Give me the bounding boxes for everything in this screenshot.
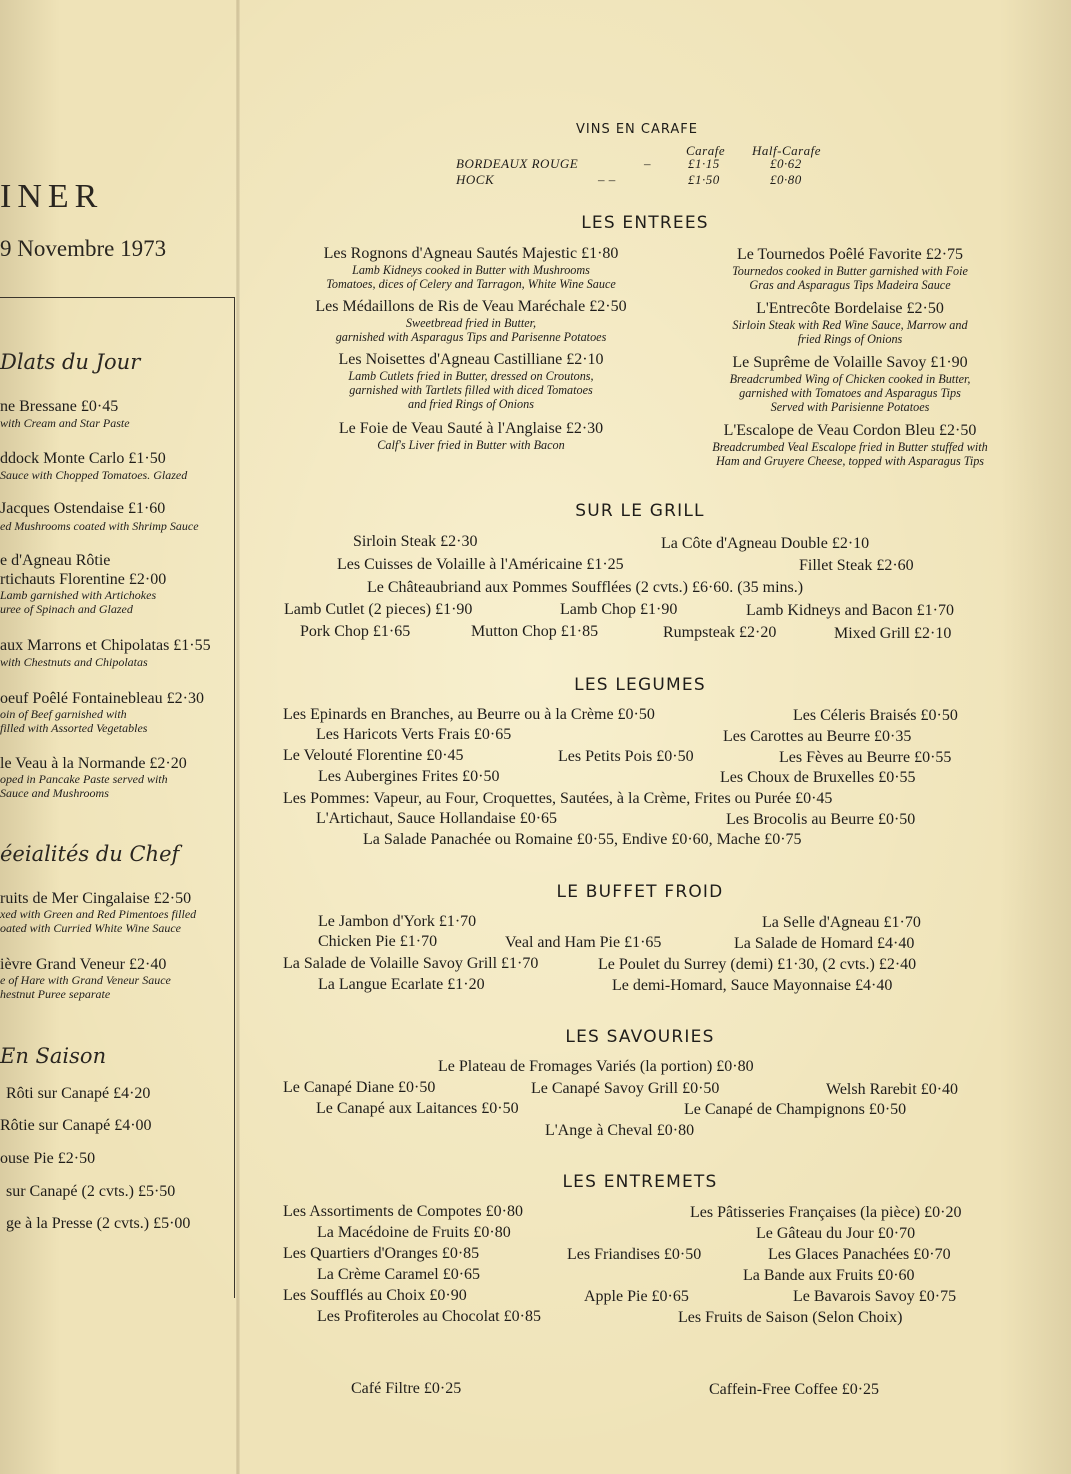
chef-desc: e of Hare with Grand Veneur Sauce [0,973,171,987]
grill-item: Rumpsteak £2·20 [663,624,777,641]
plat-desc: ed Mushrooms coated with Shrimp Sauce [0,519,199,533]
entree-desc: Served with Parisienne Potatoes [770,400,930,414]
page-fold [236,0,240,1474]
chef-desc: oated with Curried White Wine Sauce [0,921,181,935]
menu-title: INER [0,178,104,215]
grill-item: La Côte d'Agneau Double £2·10 [661,535,870,552]
grill-item: Lamb Chop £1·90 [560,601,678,618]
savoury-item: Welsh Rarebit £0·40 [826,1081,959,1098]
legume-item: Les Pommes: Vapeur, au Four, Croquettes, Sautées, à la Crème, Frites ou Purée £0·45 [283,790,833,807]
wine-carafe-price: £1·50 [688,172,720,187]
specialites-heading: éeialités du Chef [0,842,180,866]
entremet-item: Les Glaces Panachées £0·70 [768,1246,951,1263]
buffet-item: Le Poulet du Surrey (demi) £1·30, (2 cvts.) £2·40 [598,956,917,973]
wine-dash: – [644,156,651,171]
buffet-item: Chicken Pie £1·70 [318,933,438,950]
entremet-item: Les Quartiers d'Oranges £0·85 [283,1245,480,1262]
grill-item: Mutton Chop £1·85 [471,623,599,640]
plat-desc: Sauce and Mushrooms [0,786,109,800]
plat-item: e d'Agneau Rôtie [0,552,111,569]
entree-desc: Tournedos cooked in Butter garnished with Foie [732,264,968,278]
grill-item: Pork Chop £1·65 [300,623,411,640]
entree-name: Les Rognons d'Agneau Sautés Majestic £1·80 [323,245,619,262]
entree-desc: Breadcrumbed Wing of Chicken cooked in Butter, [729,372,971,386]
entremet-item: Les Soufflés au Choix £0·90 [283,1287,467,1304]
savoury-item: Le Canapé de Champignons £0·50 [684,1101,907,1118]
plat-desc: Lamb garnished with Artichokes [0,588,157,602]
buffet-item: La Langue Ecarlate £1·20 [318,976,485,993]
entree-desc: Lamb Cutlets fried in Butter, dressed on Croutons, [348,369,594,383]
entree-item [680,246,1020,292]
entree-name: Le Suprême de Volaille Savoy £1·90 [732,354,968,371]
entree-desc: Sirloin Steak with Red Wine Sauce, Marrow and [732,318,968,332]
legume-item: Les Choux de Bruxelles £0·55 [720,769,916,786]
entree-item [680,300,1020,346]
left-panel [0,0,240,1474]
legume-item: L'Artichaut, Sauce Hollandaise £0·65 [316,810,558,827]
entree-desc: Breadcrumbed Veal Escalope fried in Butter stuffed with [712,440,988,454]
buffet-item: La Salade de Homard £4·40 [734,935,915,952]
entree-item [266,420,676,452]
savoury-item: L'Ange à Cheval £0·80 [545,1122,695,1139]
grill-item: Lamb Kidneys and Bacon £1·70 [746,602,954,619]
legume-item: Les Fèves au Beurre £0·55 [779,749,952,766]
menu-date: 9 Novembre 1973 [0,236,167,261]
savoury-item: Le Canapé aux Laitances £0·50 [316,1100,519,1117]
buffet-item: La Selle d'Agneau £1·70 [762,914,921,931]
plat-desc: filled with Assorted Vegetables [0,721,148,735]
entremet-item: Les Friandises £0·50 [567,1246,702,1263]
entree-desc: Ham and Gruyere Cheese, topped with Asparagus Tips [715,454,985,468]
entremet-item: Les Fruits de Saison (Selon Choix) [678,1309,903,1326]
entremet-item: Les Pâtisseries Françaises (la pièce) £0·20 [690,1204,962,1221]
plat-desc: Sauce with Chopped Tomatoes. Glazed [0,468,188,482]
wine-heading: VINS EN CARAFE [576,122,698,137]
entree-item [266,351,676,411]
plat-item: rtichauts Florentine £2·00 [0,571,167,588]
legume-item: Les Petits Pois £0·50 [558,748,694,765]
legume-item: Les Céleris Braisés £0·50 [793,707,958,724]
entrees-heading: LES ENTREES [581,213,709,233]
wine-col-carafe: Carafe [686,143,726,158]
entree-name: Le Tournedos Poêlé Favorite £2·75 [736,246,964,263]
buffet-item: Le demi-Homard, Sauce Mayonnaise £4·40 [612,977,893,994]
entree-name: L'Entrecôte Bordelaise £2·50 [756,300,944,317]
chef-item: ièvre Grand Veneur £2·40 [0,956,167,973]
wine-half-price: £0·62 [770,156,802,171]
entree-name: Le Foie de Veau Sauté à l'Anglaise £2·30 [338,420,604,437]
entremet-item: Les Assortiments de Compotes £0·80 [283,1203,523,1220]
entree-item [680,422,1020,468]
plat-desc: oped in Pancake Paste served with [0,772,168,786]
legume-item: Les Haricots Verts Frais £0·65 [316,726,512,743]
plat-desc: with Cream and Star Paste [0,416,130,430]
entremet-item: Les Profiteroles au Chocolat £0·85 [317,1308,541,1325]
entree-desc: Calf's Liver fried in Butter with Bacon [377,438,565,452]
plat-item: oeuf Poêlé Fontainebleau £2·30 [0,690,204,707]
saison-item: Rôti sur Canapé £4·20 [6,1085,151,1102]
entree-desc: Sweetbread fried in Butter, [405,316,537,330]
entremet-item: La Macédoine de Fruits £0·80 [317,1224,511,1241]
entree-item [266,298,676,344]
grill-item: Lamb Cutlet (2 pieces) £1·90 [284,601,473,618]
legume-item: Les Epinards en Branches, au Beurre ou à la Crème £0·50 [283,706,655,723]
entree-desc: garnished with Asparagus Tips and Parisenne Potatoes [335,330,607,344]
savoury-item: Le Canapé Savoy Grill £0·50 [531,1080,720,1097]
entree-item [680,354,1020,414]
entree-name: Les Médaillons de Ris de Veau Maréchale £2·50 [315,298,627,315]
entree-desc: garnished with Tomatoes and Asparagus Tips [739,386,961,400]
plat-item: le Veau à la Normande £2·20 [0,755,187,772]
chef-desc: hestnut Puree separate [0,987,111,1001]
entremet-item: Apple Pie £0·65 [584,1288,689,1305]
legumes-heading: LES LEGUMES [574,675,706,695]
grill-item: Le Châteaubriand aux Pommes Soufflées (2 cvts.) £6·60. (35 mins.) [367,579,804,596]
saison-item: ouse Pie £2·50 [0,1150,96,1167]
grill-item: Les Cuisses de Volaille à l'Américaine £1·25 [337,556,624,573]
plat-desc: oin of Beef garnished with [0,707,127,721]
en-saison-heading: En Saison [0,1044,107,1068]
entree-desc: and fried Rings of Onions [408,397,534,411]
buffet-heading: LE BUFFET FROID [556,882,724,902]
coffee-decaf: Caffein-Free Coffee £0·25 [709,1381,880,1398]
grill-item: Mixed Grill £2·10 [834,625,952,642]
plat-desc: uree of Spinach and Glazed [0,602,133,616]
legume-item: Le Velouté Florentine £0·45 [283,747,464,764]
legume-item: Les Aubergines Frites £0·50 [318,768,500,785]
buffet-item: Le Jambon d'York £1·70 [318,913,477,930]
grill-heading: SUR LE GRILL [575,501,705,521]
savouries-heading: LES SAVOURIES [565,1027,715,1047]
legume-item: La Salade Panachée ou Romaine £0·55, Endive £0·60, Mache £0·75 [363,831,802,848]
plat-item: ne Bressane £0·45 [0,398,119,415]
entremet-item: La Bande aux Fruits £0·60 [743,1267,915,1284]
plat-desc: with Chestnuts and Chipolatas [0,655,148,669]
entremet-item: Le Bavarois Savoy £0·75 [793,1288,957,1305]
buffet-item: La Salade de Volaille Savoy Grill £1·70 [283,955,539,972]
legume-item: Les Brocolis au Beurre £0·50 [726,811,916,828]
wine-carafe-price: £1·15 [688,156,720,171]
savoury-item: Le Canapé Diane £0·50 [283,1079,436,1096]
grill-item: Sirloin Steak £2·30 [353,533,478,550]
entree-item [266,245,676,291]
wine-half-price: £0·80 [770,172,802,187]
legume-item: Les Carottes au Beurre £0·35 [723,728,912,745]
wine-col-half: Half-Carafe [752,143,822,158]
entremet-item: La Crème Caramel £0·65 [317,1266,481,1283]
wine-name: HOCK [456,172,495,187]
entree-name: Les Noisettes d'Agneau Castilliane £2·10 [338,351,604,368]
saison-item: ge à la Presse (2 cvts.) £5·00 [6,1215,191,1232]
saison-item: Rôtie sur Canapé £4·00 [0,1117,152,1134]
buffet-item: Veal and Ham Pie £1·65 [505,934,662,951]
grill-item: Fillet Steak £2·60 [799,557,914,574]
entree-desc: Gras and Asparagus Tips Madeira Sauce [749,278,951,292]
saison-item: sur Canapé (2 cvts.) £5·50 [6,1183,176,1200]
savoury-item: Le Plateau de Fromages Variés (la portion) £0·80 [438,1058,754,1075]
chef-desc: xed with Green and Red Pimentoes filled [0,907,197,921]
wine-name: BORDEAUX ROUGE [456,156,579,171]
entree-desc: Tomatoes, dices of Celery and Tarragon, White Wine Sauce [326,277,616,291]
wine-dash: – – [598,172,616,187]
entree-name: L'Escalope de Veau Cordon Bleu £2·50 [723,422,977,439]
coffee-filtre: Café Filtre £0·25 [351,1380,462,1397]
entremets-heading: LES ENTREMETS [562,1172,718,1192]
plat-item: ddock Monte Carlo £1·50 [0,450,166,467]
plats-du-jour-heading: Dlats du Jour [0,350,141,374]
entree-desc: Lamb Kidneys cooked in Butter with Mushrooms [352,263,590,277]
plat-item: aux Marrons et Chipolatas £1·55 [0,637,211,654]
entremet-item: Le Gâteau du Jour £0·70 [756,1225,916,1242]
chef-item: ruits de Mer Cingalaise £2·50 [0,890,192,907]
entree-desc: fried Rings of Onions [797,332,903,346]
entree-desc: garnished with Tartlets filled with diced Tomatoes [349,383,593,397]
plat-item: Jacques Ostendaise £1·60 [0,500,166,517]
